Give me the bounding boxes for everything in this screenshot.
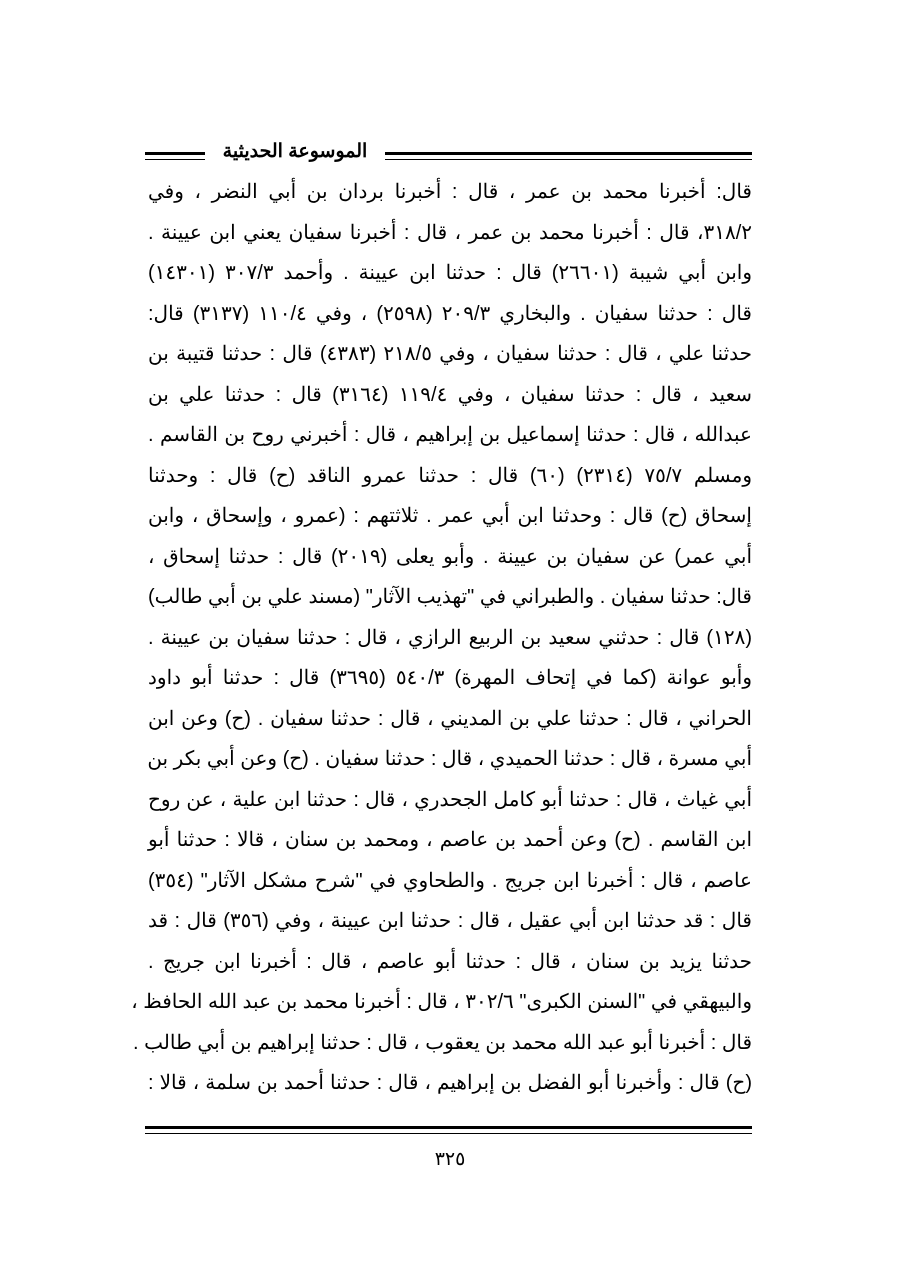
- footer-rule: [145, 1126, 752, 1129]
- text-line: وابن أبي شيبة (٢٦٦٠١) قال : حدثنا ابن عيينة . وأحمد ٣٠٧/٣ (١٤٣٠١): [148, 262, 753, 284]
- header-rule-short: [145, 152, 205, 157]
- text-line: قال: حدثنا سفيان . والطبراني في "تهذيب الآثار" (مسند علي بن أبي طالب): [148, 586, 752, 608]
- text-line: ومسلم ٧٥/٧ (٢٣١٤) (٦٠) قال : حدثنا عمرو الناقد (ح) قال : وحدثنا: [148, 464, 753, 487]
- text-line: عبدالله ، قال : حدثنا إسماعيل بن إبراهيم ، قال : أخبرني روح بن القاسم .: [148, 424, 752, 446]
- text-line: (ح) قال : وأخبرنا أبو الفضل بن إبراهيم ، قال : حدثنا أحمد بن سلمة ، قالا :: [148, 1072, 752, 1094]
- text-line: ٣١٨/٢، قال : أخبرنا محمد بن عمر ، قال : أخبرنا سفيان يعني ابن عيينة .: [148, 221, 752, 244]
- text-line: قال: أخبرنا محمد بن عمر ، قال : أخبرنا بردان بن أبي النضر ، وفي: [148, 181, 752, 203]
- text-line: سعيد ، قال : حدثنا سفيان ، وفي ١١٩/٤ (٣١٦٤) قال : حدثنا علي بن: [148, 383, 752, 406]
- book-title: الموسوعة الحديثية: [222, 141, 368, 162]
- text-line: قال : قد حدثنا ابن أبي عقيل ، قال : حدثنا ابن عيينة ، وفي (٣٥٦) قال : قد: [148, 910, 752, 932]
- header-rule-long: [385, 152, 752, 157]
- text-line: قال : أخبرنا أبو عبد الله محمد بن يعقوب ، قال : حدثنا إبراهيم بن أبي طالب .: [133, 1031, 752, 1054]
- text-line: حدثنا علي ، قال : حدثنا سفيان ، وفي ٢١٨/٥ (٤٣٨٣) قال : حدثنا قتيبة بن: [148, 343, 752, 365]
- running-header: [145, 140, 752, 170]
- text-line: وأبو عوانة (كما في إتحاف المهرة) ٥٤٠/٣ (٣٦٩٥) قال : حدثنا أبو داود: [148, 667, 752, 689]
- text-line: أبي غياث ، قال : حدثنا أبو كامل الجحدري ، قال : حدثنا ابن علية ، عن روح: [148, 788, 753, 811]
- text-line: أبي عمر) عن سفيان بن عيينة . وأبو يعلى (٢٠١٩) قال : حدثنا إسحاق ،: [148, 545, 752, 568]
- text-line: (١٢٨) قال : حدثني سعيد بن الربيع الرازي ، قال : حدثنا سفيان بن عيينة .: [148, 626, 752, 649]
- text-line: والبيهقي في "السنن الكبرى" ٣٠٢/٦ ، قال : أخبرنا محمد بن عبد الله الحافظ ،: [131, 991, 752, 1013]
- text-line: إسحاق (ح) قال : وحدثنا ابن أبي عمر . ثلاثتهم : (عمرو ، وإسحاق ، وابن: [148, 505, 752, 527]
- text-line: قال : حدثنا سفيان . والبخاري ٢٠٩/٣ (٢٥٩٨) ، وفي ١١٠/٤ (٣١٣٧) قال:: [148, 302, 752, 325]
- text-line: عاصم ، قال : أخبرنا ابن جريج . والطحاوي في "شرح مشكل الآثار" (٣٥٤): [148, 869, 752, 892]
- text-line: الحراني ، قال : حدثنا علي بن المديني ، قال : حدثنا سفيان . (ح) وعن ابن: [148, 707, 752, 730]
- text-line: ابن القاسم . (ح) وعن أحمد بن عاصم ، ومحمد بن سنان ، قالا : حدثنا أبو: [148, 829, 752, 851]
- page-number: ٣٢٥: [434, 1149, 466, 1170]
- text-line: حدثنا يزيد بن سنان ، قال : حدثنا أبو عاصم ، قال : أخبرنا ابن جريج .: [148, 950, 752, 973]
- page-body: [131, 172, 753, 1104]
- text-line: أبي مسرة ، قال : حدثنا الحميدي ، قال : حدثنا سفيان . (ح) وعن أبي بكر بن: [147, 748, 752, 770]
